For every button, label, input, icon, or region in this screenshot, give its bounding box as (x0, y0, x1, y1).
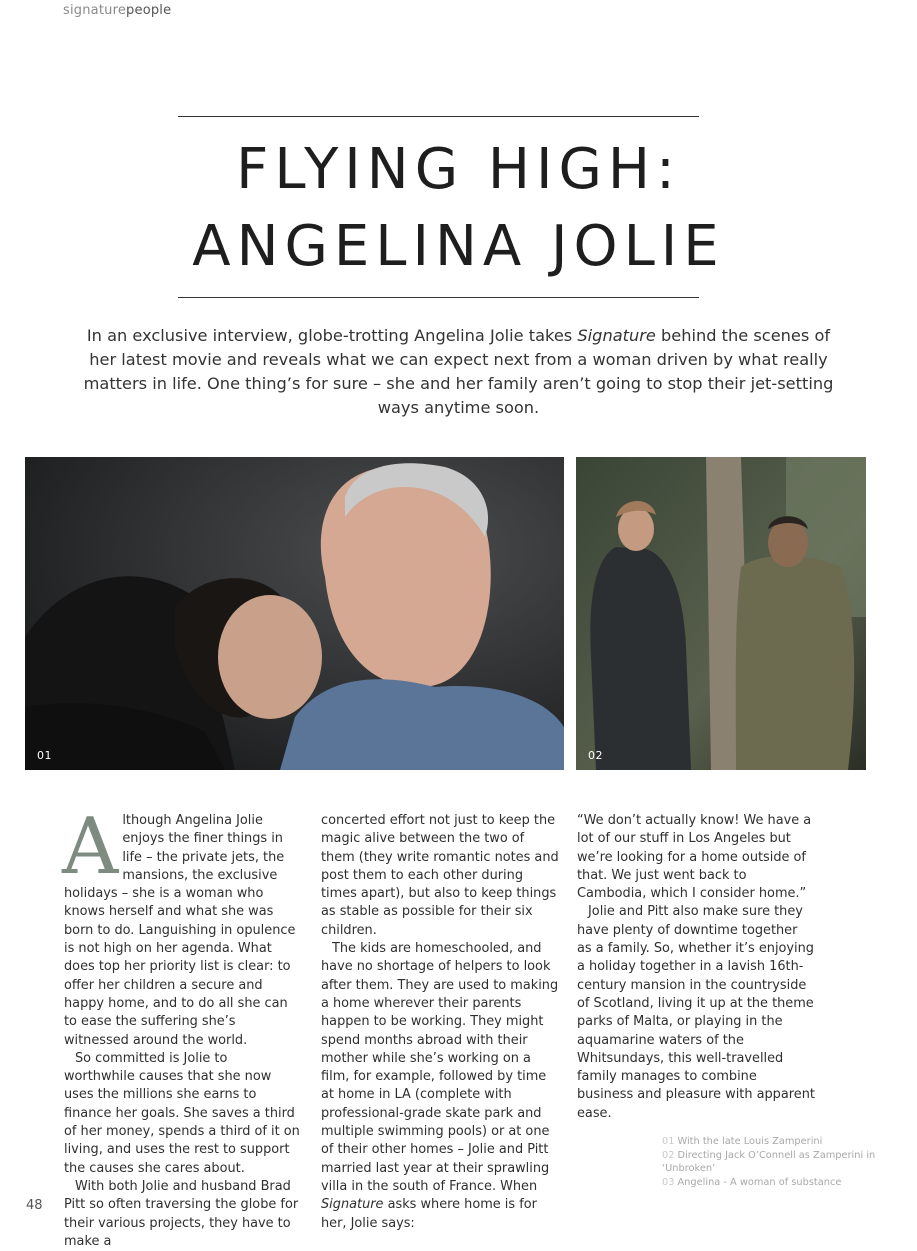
body-paragraph: Jolie and Pitt also make sure they have plenty of downtime together as a family. So, whether it’s enjoying a holiday together in a lavish 16th-century mansion in the countryside of Scotland, living it up at the theme parks of Malta, or playing in the aquamarine waters of the Whitsundays, this well-travelled family manages to combine business and pleasure with apparent ease. (577, 904, 815, 1121)
section-label (63, 3, 171, 18)
section-prefix: signature (63, 3, 127, 18)
title-rule-top (178, 116, 699, 117)
body-column-2 (321, 812, 559, 1233)
standfirst: In an exclusive interview, globe-trotting Angelina Jolie takes Signature behind the scenes of her latest movie and reveals what we can expect next from a woman driven by what really matters in life. One thing’s for sure – she and her family aren’t going to stop their jet-setting ways anytime soon. (83, 326, 834, 417)
caption-item: 01 With the late Louis Zamperini (662, 1136, 823, 1147)
page-number: 48 (26, 1198, 43, 1213)
photo-02-image (576, 457, 866, 770)
title-line-1: FLYING HIGH: (236, 137, 681, 202)
drop-cap: A (62, 802, 119, 892)
caption-item: 02 Directing Jack O’Connell as Zamperini in ‘Unbroken’ (662, 1149, 876, 1174)
photo-01-number: 01 (37, 749, 52, 762)
body-paragraph: With both Jolie and husband Brad Pitt so often traversing the globe for their various projects, they have to make a (64, 1178, 299, 1249)
photo-01-image (25, 457, 564, 770)
photo-02-number: 02 (588, 749, 603, 762)
body-column-1 (62, 802, 302, 1251)
title-line-2: ANGELINA JOLIE (192, 214, 725, 279)
photo-captions (662, 1135, 917, 1189)
body-paragraph: concerted effort not just to keep the magic alive between the two of them (they write romantic notes and post them to each other during times apart), but also to keep things as stable as possible for their six children. (321, 813, 559, 938)
title-rule-bottom (178, 297, 699, 298)
body-column-3 (577, 812, 815, 1123)
section-name: people (126, 3, 172, 18)
photo-02 (576, 457, 866, 770)
photo-01 (25, 457, 564, 770)
body-paragraph: The kids are homeschooled, and have no shortage of helpers to look after them. They are used to making a home wherever their parents happen to be working. They might spend months abroad with their mother while she’s working on a film, for example, followed by time at home in LA (complete with professional-grade skate park and multiple swimming pools) or at one of their other homes – Jolie and Pitt married last year at their sprawling villa in the south of France. When Signature asks where home is for her, Jolie says: (321, 941, 559, 1231)
body-paragraph: lthough Angelina Jolie enjoys the finer things in life – the private jets, the mansions, the exclusive holidays – she is a woman who knows herself and what she was born to do. Languishing in opulence is not high on her agenda. What does top her priority list is clear: to offer her children a secure and happy home, and to do all she can to ease the suffering she’s witnessed around the world. (64, 813, 296, 1048)
body-paragraph: So committed is Jolie to worthwhile causes that she now uses the millions she earns to finance her goals. She saves a third of her money, spends a third of it on living, and uses the rest to support the causes she cares about. (64, 1050, 300, 1176)
body-paragraph: “We don’t actually know! We have a lot of our stuff in Los Angeles but we’re looking for a home outside of that. We just went back to Cambodia, which I consider home.” (577, 813, 812, 902)
caption-item: 03 Angelina - A woman of substance (662, 1176, 842, 1188)
